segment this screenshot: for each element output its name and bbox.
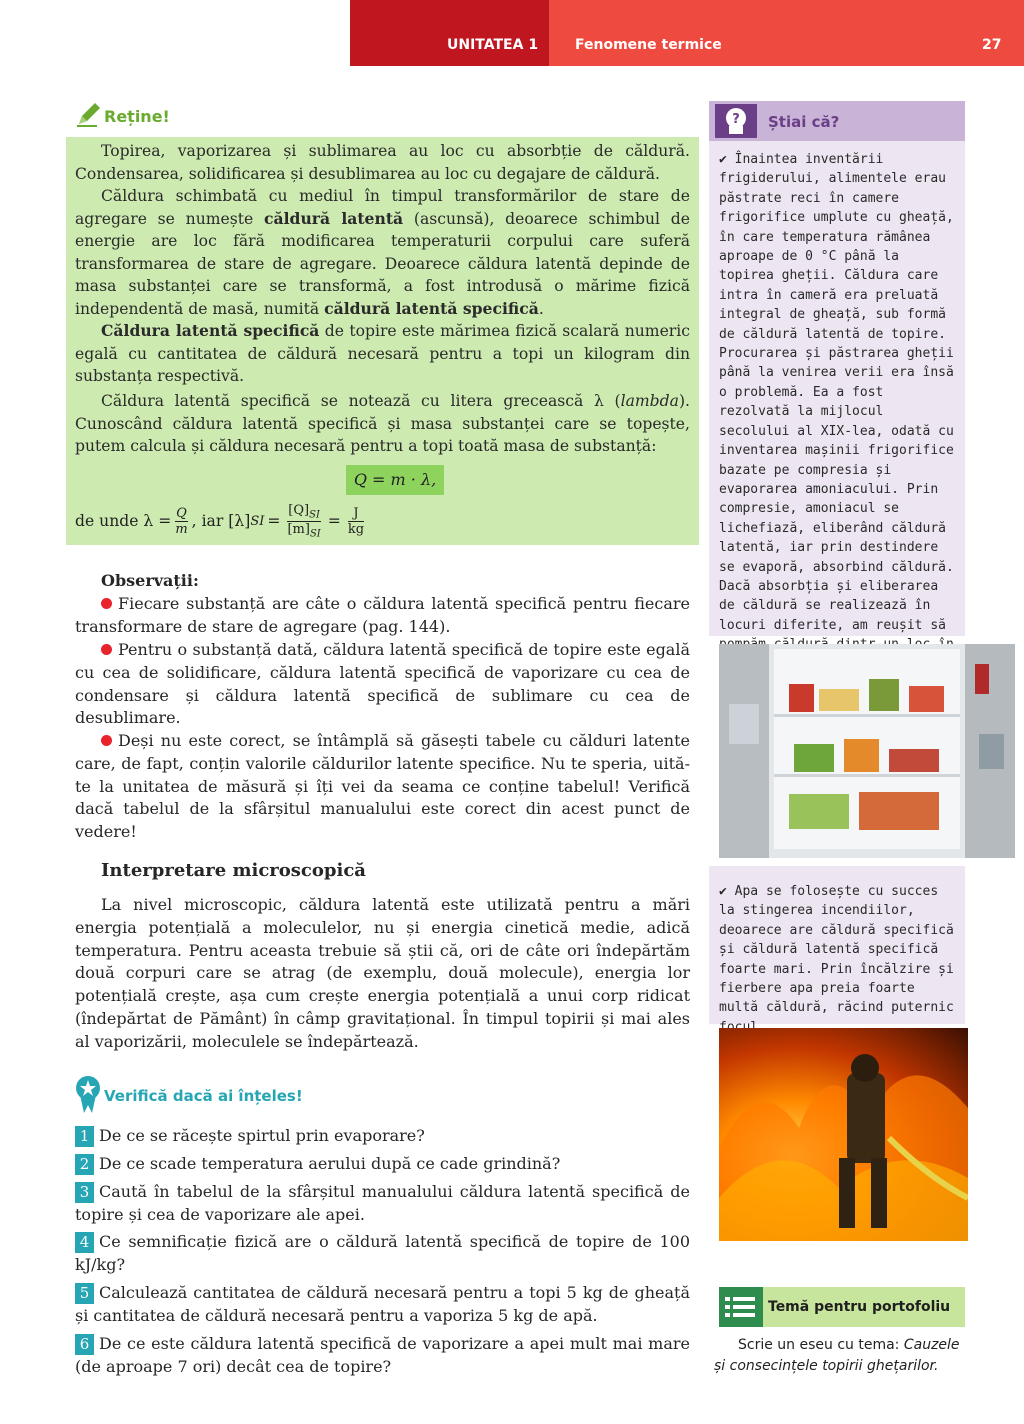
svg-text:?: ?: [732, 112, 740, 127]
firefighter-photo: [719, 1028, 968, 1241]
question-item: 1 De ce se răcește spirtul prin evaporare?: [75, 1124, 690, 1147]
retine-title: Reține!: [104, 107, 170, 126]
retine-paragraph-4: Căldura latentă specifică se notează cu litera grecească λ (lambda). Cunoscând căldura latentă specifică și masa substanței care se topește, putem calcula și căldura necesară pentru a topi toată masa de substanță:: [75, 392, 690, 456]
fire-info-text: ✔ Apa se folosește cu succes la stingerea incendiilor, deoarece are căldură specifică și căldură latentă specifică foarte mari. Prin încălzire și fierbere apa preia foarte multă căldură, răcind puternic: [719, 884, 954, 1016]
observatii-item: Pentru o substanță dată, căldura latentă specifică de topire este egală cu cea de solidificare, căldura latentă specifică de vaporizare cu cea de condensare și căldura latentă specifică de sublimare cu cea de desublimare.: [75, 640, 690, 728]
retine-paragraph-2: Căldura schimbată cu mediul în timpul transformărilor de stare de agregare se numește căldură latentă (ascunsă), deoarece schimbul de energie are loc fără modificarea temperaturii corpului care suferă transformarea de stare de agregare. Deoarece căldura latentă depinde de masa substanței care se transformă, a fost introdusă o mărime fizică independentă de masă, numită căldură latentă specifică.: [75, 187, 690, 318]
tema-text: Scrie un eseu cu tema: Cauzele și consecințele topirii ghețarilor.: [714, 1337, 960, 1374]
observatii-item: Fiecare substanță are câte o căldura latentă specifică pentru fiecare transformare de stare de agregare (pag. 144).: [75, 594, 690, 636]
bullet-icon: [101, 598, 112, 609]
stiai-title: Știai că?: [768, 113, 840, 131]
header-unit-label: UNITATEA 1: [447, 37, 539, 53]
ribbon-star-icon: [74, 1075, 102, 1119]
observatii-title: Observații:: [101, 571, 199, 590]
fridge-photo: [719, 644, 1015, 858]
bullet-icon: [101, 644, 112, 655]
micro-title: Interpretare microscopică: [101, 860, 366, 881]
micro-text: La nivel microscopic, căldura latentă este utilizată pentru a mări energia potențială a moleculelor, nu și energia cinetică medie, adică temperatura. Pentru aceasta trebuie să știi că, ori de câte ori îndepărtăm două corpuri care se atrag (de exemplu, două molecule), energia lor potențială crește, așa cum crește energia potențială a unui corp ridicat (îndepărtat de Pământ) în câmp gravitațional. În timpul topirii și mai ales al vaporizării, moleculele se îndepărtează.: [75, 895, 690, 1051]
list-icon: [719, 1287, 763, 1327]
question-item: 5 Calculează cantitatea de căldură necesară pentru a topi 5 kg de gheață și cantitatea de căldură necesară pentru a vaporiza 5 kg de apă.: [75, 1283, 690, 1325]
retine-paragraph-1: Topirea, vaporizarea și sublimarea au loc cu absorbție de căldură. Condensarea, solidificarea și desublimarea au loc cu degajare de căldură.: [75, 142, 690, 183]
page-number: 27: [982, 37, 1002, 53]
question-item: 3 Caută în tabelul de la sfârșitul manualului căldura latentă specifică de topire și cea de vaporizare ale apei.: [75, 1182, 690, 1224]
question-item: 4 Ce semnificație fizică are o căldură latentă specifică de topire de 100 kJ/kg?: [75, 1232, 690, 1274]
question-head-icon: [715, 104, 757, 138]
header-chapter-band: [549, 0, 1024, 66]
retine-paragraph-3: Căldura latentă specifică de topire este mărimea fizică scalară numeric egală cu cantitatea de căldură necesară pentru a topi un kilogram din substanța respectivă.: [75, 321, 690, 386]
bullet-icon: [101, 735, 112, 746]
header-chapter-title: Fenomene termice: [575, 37, 722, 53]
question-item: 2 De ce scade temperatura aerului după ce cade grindină?: [75, 1152, 690, 1175]
stiai-text: ✔ Înaintea inventării frigiderului, alimentele erau păstrate reci în camere frigorifice umplute cu gheață, în care temperatura rămânea aproape de 0 °C până la topirea gheții. Căldura care intra în cameră era preluată integral de gheață, sub formă de căldură latentă de topire. Procurarea și păstrarea gheții până la venirea verii era însă o problemă. Ea a fost rezolvată la mijlocul secolului al XIX-lea, odată cu inventarea mașinii frigorifice bazate pe compresia și evaporarea amoniacului. Prin compresie, amoniacul se lichefiază, eliberând căldură latentă, iar prin destindere se evaporă, absorbind căldură. Dacă absorbția și eliberarea de căldură se realizează în locuri diferite, am reușit să: [719, 152, 954, 633]
pencil-icon: [75, 100, 103, 132]
header-unit-band: [350, 0, 550, 66]
formula-box: Q = m · λ,: [346, 465, 444, 495]
verifica-title: Verifică dacă ai înțeles!: [104, 1087, 303, 1105]
tema-title: Temă pentru portofoliu: [768, 1299, 951, 1315]
unit-formula-line: de unde λ = $\frac{Q}{m}$ , iar [λ] SI = $\frac{[Q]_{SI}}{[m]_{SI}}$ = $\frac{J}{kg}$: [75, 502, 365, 540]
observatii-item: Deși nu este corect, se întâmplă să găsești tabele cu călduri latente care, de fapt, conțin valorile căldurilor latente specifice. Nu te speria, uită-te la unitatea de măsură și îți vei da seama ce conține tabelul! Verifică dacă tabelul de la sfârșitul manualului este corect din acest punct de vedere!: [75, 731, 690, 842]
question-item: 6 De ce este căldura latentă specifică de vaporizare a apei mult mai mare (de aproape 7 ori) decât cea de topire?: [75, 1334, 690, 1376]
